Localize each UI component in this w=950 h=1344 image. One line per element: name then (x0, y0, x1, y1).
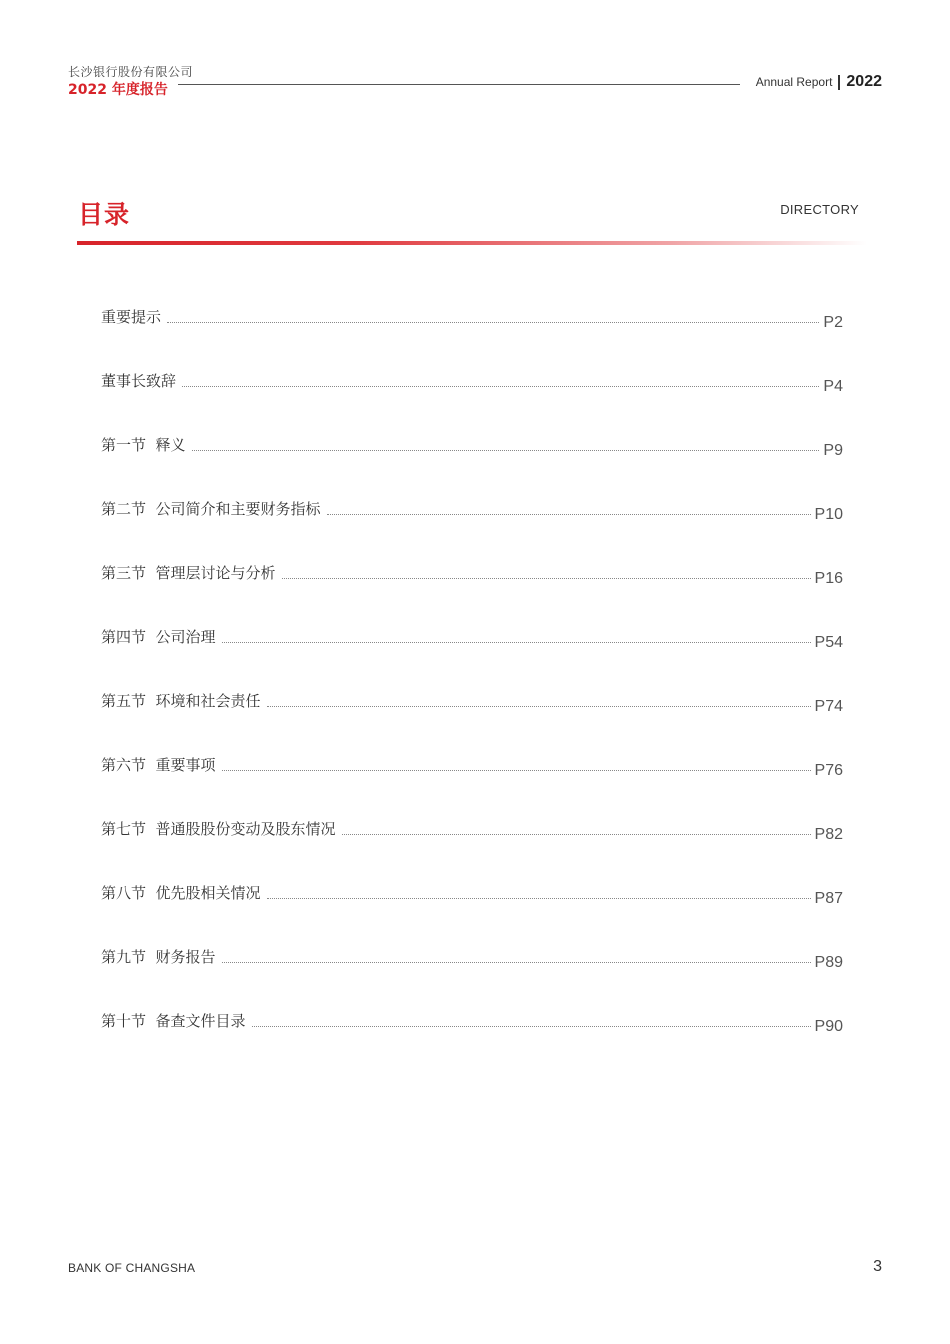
toc-entry-page: P87 (814, 890, 843, 907)
toc-dot-leader (252, 1025, 811, 1027)
title-divider (77, 241, 867, 245)
page-title-en: DIRECTORY (780, 202, 859, 217)
toc-entry-page: P54 (814, 634, 843, 651)
toc-entry[interactable] (101, 370, 843, 434)
toc-entry-label: 第一节 释义 (101, 436, 186, 454)
toc-entry-label: 第三节 管理层讨论与分析 (101, 564, 276, 582)
toc-dot-leader (282, 577, 811, 579)
toc-entry-page: P4 (823, 378, 843, 395)
toc-dot-leader (267, 705, 811, 707)
table-of-contents (101, 306, 843, 1074)
toc-entry-page: P16 (814, 570, 843, 587)
toc-entry-label: 第十节 备查文件目录 (101, 1012, 246, 1030)
toc-dot-leader (222, 961, 811, 963)
toc-entry-page: P2 (823, 314, 843, 331)
toc-entry-label: 第九节 财务报告 (101, 948, 216, 966)
page-title: 目录 (78, 200, 131, 229)
toc-entry-label: 第八节 优先股相关情况 (101, 884, 261, 902)
toc-dot-leader (222, 769, 811, 771)
toc-dot-leader (182, 385, 819, 387)
toc-entry-label: 董事长致辞 (101, 372, 177, 390)
header-separator (838, 75, 840, 90)
toc-entry-page: P10 (814, 506, 843, 523)
toc-entry-page: P89 (814, 954, 843, 971)
toc-dot-leader (222, 641, 811, 643)
footer-page-number: 3 (873, 1258, 882, 1275)
toc-entry-label: 第七节 普通股股份变动及股东情况 (101, 820, 336, 838)
header-right (756, 73, 882, 91)
toc-entry-page: P76 (814, 762, 843, 779)
toc-entry[interactable] (101, 498, 843, 562)
toc-entry[interactable] (101, 306, 843, 370)
toc-entry-label: 第二节 公司简介和主要财务指标 (101, 500, 321, 518)
company-name: 长沙银行股份有限公司 (68, 65, 194, 79)
header-divider (178, 84, 740, 85)
header-year: 2022 (846, 73, 882, 90)
toc-entry-label: 第五节 环境和社会责任 (101, 692, 261, 710)
toc-entry-page: P74 (814, 698, 843, 715)
toc-entry[interactable] (101, 754, 843, 818)
toc-entry[interactable] (101, 626, 843, 690)
annual-report-label: Annual Report (755, 75, 833, 89)
report-title: 2022 年度报告 (68, 82, 168, 98)
toc-entry-label: 第六节 重要事项 (101, 756, 216, 774)
toc-entry[interactable] (101, 562, 843, 626)
toc-entry[interactable] (101, 946, 843, 1010)
toc-dot-leader (327, 513, 811, 515)
toc-dot-leader (267, 897, 811, 899)
toc-dot-leader (167, 321, 819, 323)
toc-entry[interactable] (101, 1010, 843, 1074)
footer-bank-name: BANK OF CHANGSHA (68, 1261, 196, 1275)
toc-entry-label: 重要提示 (101, 308, 162, 326)
toc-entry[interactable] (101, 690, 843, 754)
toc-entry[interactable] (101, 434, 843, 498)
toc-dot-leader (342, 833, 811, 835)
toc-entry-label: 第四节 公司治理 (101, 628, 216, 646)
toc-entry[interactable] (101, 882, 843, 946)
toc-entry-page: P9 (823, 442, 843, 459)
toc-entry[interactable] (101, 818, 843, 882)
toc-entry-page: P82 (814, 826, 843, 843)
toc-dot-leader (192, 449, 820, 451)
toc-entry-page: P90 (814, 1018, 843, 1035)
